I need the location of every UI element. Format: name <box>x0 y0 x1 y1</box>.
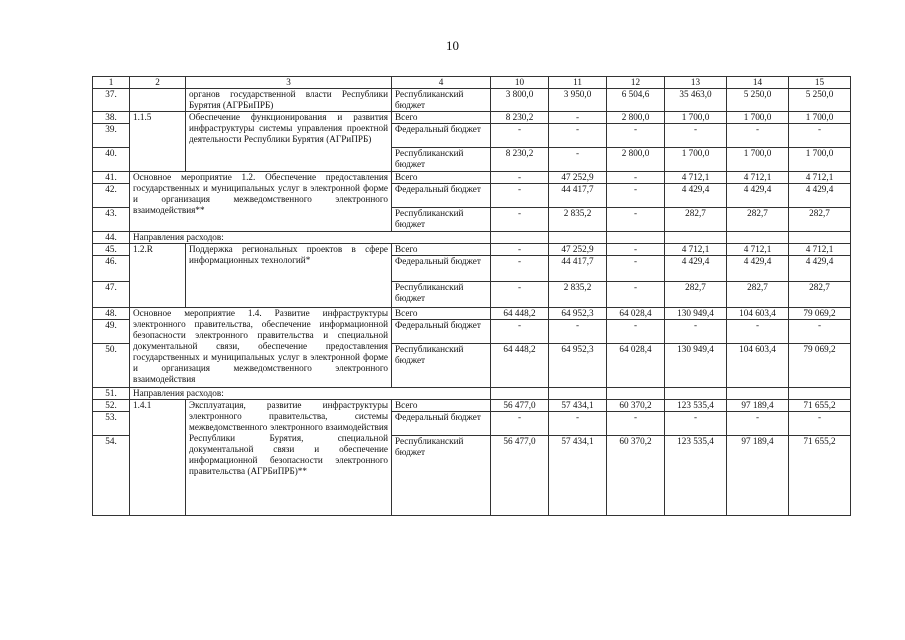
value-cell: 4 429,4 <box>789 184 851 208</box>
value-cell: 56 477,0 <box>491 400 549 412</box>
row-description: органов государственной власти Республики Бурятия (АГРБиПРБ) <box>186 89 392 112</box>
value-cell: 4 429,4 <box>665 256 727 282</box>
page-number: 10 <box>446 38 459 53</box>
value-cell: 1 700,0 <box>727 148 789 172</box>
value-cell: 1 700,0 <box>665 112 727 124</box>
funding-source: Республиканский бюджет <box>392 436 491 516</box>
row-number: 46. <box>93 256 130 282</box>
row-number: 54. <box>93 436 130 516</box>
value-cell: 57 434,1 <box>549 400 607 412</box>
funding-source: Республиканский бюджет <box>392 344 491 388</box>
value-cell: - <box>665 124 727 148</box>
value-cell: - <box>607 124 665 148</box>
value-cell: - <box>549 148 607 172</box>
table-row <box>93 400 851 412</box>
row-number: 49. <box>93 320 130 344</box>
value-cell: - <box>549 412 607 436</box>
value-cell: - <box>607 282 665 308</box>
value-cell <box>549 232 607 244</box>
value-cell: - <box>549 124 607 148</box>
row-number: 38. <box>93 112 130 124</box>
value-cell: 123 535,4 <box>665 400 727 412</box>
column-header: 4 <box>392 77 491 89</box>
value-cell: 4 712,1 <box>789 172 851 184</box>
column-header: 12 <box>607 77 665 89</box>
header-row <box>93 77 851 89</box>
row-number: 51. <box>93 388 130 400</box>
value-cell: - <box>607 172 665 184</box>
funding-source: Федеральный бюджет <box>392 184 491 208</box>
value-cell: - <box>549 112 607 124</box>
value-cell: - <box>491 124 549 148</box>
funding-source: Федеральный бюджет <box>392 256 491 282</box>
value-cell: 282,7 <box>727 282 789 308</box>
value-cell: - <box>491 412 549 436</box>
column-header: 11 <box>549 77 607 89</box>
funding-source: Федеральный бюджет <box>392 124 491 148</box>
row-number: 40. <box>93 148 130 172</box>
value-cell: 104 603,4 <box>727 344 789 388</box>
value-cell: 4 712,1 <box>727 244 789 256</box>
value-cell: - <box>727 124 789 148</box>
value-cell: 282,7 <box>665 208 727 232</box>
value-cell: 64 952,3 <box>549 344 607 388</box>
value-cell: - <box>607 208 665 232</box>
value-cell <box>491 232 549 244</box>
row-number: 48. <box>93 308 130 320</box>
value-cell: 282,7 <box>789 208 851 232</box>
row-description: Обеспечение функционирования и развития инфраструктуры системы управления проектной деятельности Республики Бурятия (АГРиПРБ) <box>186 112 392 172</box>
value-cell: 2 835,2 <box>549 208 607 232</box>
section-label: Направления расходов: <box>130 232 491 244</box>
value-cell: - <box>607 256 665 282</box>
funding-source: Республиканский бюджет <box>392 148 491 172</box>
row-number: 50. <box>93 344 130 388</box>
value-cell: 97 189,4 <box>727 436 789 516</box>
column-header: 2 <box>130 77 186 89</box>
row-number: 41. <box>93 172 130 184</box>
column-header: 13 <box>665 77 727 89</box>
value-cell: 5 250,0 <box>789 89 851 112</box>
value-cell: 60 370,2 <box>607 400 665 412</box>
value-cell <box>491 388 549 400</box>
value-cell: 4 712,1 <box>789 244 851 256</box>
value-cell <box>727 388 789 400</box>
value-cell: 71 655,2 <box>789 436 851 516</box>
value-cell: 97 189,4 <box>727 400 789 412</box>
value-cell <box>549 388 607 400</box>
value-cell: - <box>607 412 665 436</box>
section-label: Направления расходов: <box>130 388 491 400</box>
value-cell: 79 069,2 <box>789 344 851 388</box>
value-cell: - <box>491 244 549 256</box>
value-cell: 3 950,0 <box>549 89 607 112</box>
value-cell <box>789 388 851 400</box>
table-row <box>93 308 851 320</box>
value-cell: 123 535,4 <box>665 436 727 516</box>
value-cell: 4 429,4 <box>665 184 727 208</box>
row-number: 52. <box>93 400 130 412</box>
value-cell: - <box>491 256 549 282</box>
funding-source: Федеральный бюджет <box>392 320 491 344</box>
value-cell: 4 712,1 <box>665 244 727 256</box>
funding-source: Всего <box>392 244 491 256</box>
funding-source: Всего <box>392 308 491 320</box>
value-cell: 282,7 <box>665 282 727 308</box>
row-description: Основное мероприятие 1.2. Обеспечение предоставления государственных и муниципальных услуг в электронной форме и организация межведомственного электронного взаимодействия** <box>130 172 392 232</box>
row-number: 42. <box>93 184 130 208</box>
value-cell: - <box>789 412 851 436</box>
row-description: Эксплуатация, развитие инфраструктуры электронного правительства, системы межведомственного электронного взаимодействия Республики Бурятия, специальной документальной связи и обеспечение информационной безопасности электронного правительства (АГРБиПРБ)** <box>186 400 392 516</box>
row-number: 43. <box>93 208 130 232</box>
value-cell: 44 417,7 <box>549 184 607 208</box>
funding-source: Республиканский бюджет <box>392 89 491 112</box>
row-number: 37. <box>93 89 130 112</box>
row-code: 1.1.5 <box>130 112 186 172</box>
column-header: 10 <box>491 77 549 89</box>
funding-source: Республиканский бюджет <box>392 282 491 308</box>
value-cell: 1 700,0 <box>665 148 727 172</box>
value-cell: 104 603,4 <box>727 308 789 320</box>
value-cell: - <box>789 320 851 344</box>
table-row <box>93 232 851 244</box>
value-cell: 64 448,2 <box>491 308 549 320</box>
value-cell: 1 700,0 <box>727 112 789 124</box>
row-code: 1.4.1 <box>130 400 186 516</box>
row-number: 53. <box>93 412 130 436</box>
value-cell: 64 028,4 <box>607 344 665 388</box>
value-cell <box>727 232 789 244</box>
value-cell: 79 069,2 <box>789 308 851 320</box>
value-cell: 282,7 <box>727 208 789 232</box>
table-row <box>93 244 851 256</box>
value-cell: 130 949,4 <box>665 308 727 320</box>
value-cell: - <box>491 172 549 184</box>
value-cell: 3 800,0 <box>491 89 549 112</box>
row-description: Основное мероприятие 1.4. Развитие инфраструктуры электронного правительства, обеспечение информационной безопасности электронного правительства и специальной документальной связи, обеспечение предоставления государственных и муниципальных услуг в электронной форме и организация межведомственного электронного взаимодействия <box>130 308 392 388</box>
value-cell: 60 370,2 <box>607 436 665 516</box>
budget-table <box>92 76 851 516</box>
value-cell: - <box>789 124 851 148</box>
value-cell: 6 504,6 <box>607 89 665 112</box>
value-cell: - <box>491 282 549 308</box>
value-cell: 64 448,2 <box>491 344 549 388</box>
value-cell: 130 949,4 <box>665 344 727 388</box>
value-cell: - <box>607 320 665 344</box>
value-cell: 5 250,0 <box>727 89 789 112</box>
row-number: 47. <box>93 282 130 308</box>
value-cell: - <box>665 412 727 436</box>
row-description: Поддержка региональных проектов в сфере информационных технологий* <box>186 244 392 308</box>
funding-source: Федеральный бюджет <box>392 412 491 436</box>
row-number: 45. <box>93 244 130 256</box>
value-cell: 35 463,0 <box>665 89 727 112</box>
value-cell: 64 952,3 <box>549 308 607 320</box>
value-cell: - <box>491 184 549 208</box>
value-cell: 2 800,0 <box>607 112 665 124</box>
value-cell: - <box>607 184 665 208</box>
row-number: 39. <box>93 124 130 148</box>
value-cell: - <box>727 412 789 436</box>
funding-source: Всего <box>392 172 491 184</box>
value-cell: - <box>549 320 607 344</box>
column-header: 15 <box>789 77 851 89</box>
value-cell: - <box>607 244 665 256</box>
value-cell: 1 700,0 <box>789 148 851 172</box>
column-header: 1 <box>93 77 130 89</box>
column-header: 14 <box>727 77 789 89</box>
value-cell: 44 417,7 <box>549 256 607 282</box>
table-row <box>93 388 851 400</box>
value-cell: 56 477,0 <box>491 436 549 516</box>
value-cell: 64 028,4 <box>607 308 665 320</box>
value-cell: 57 434,1 <box>549 436 607 516</box>
value-cell: 4 712,1 <box>727 172 789 184</box>
value-cell: 8 230,2 <box>491 112 549 124</box>
value-cell <box>607 232 665 244</box>
table-row <box>93 172 851 184</box>
value-cell: 71 655,2 <box>789 400 851 412</box>
table-row <box>93 112 851 124</box>
funding-source: Всего <box>392 400 491 412</box>
value-cell: - <box>491 208 549 232</box>
row-code: 1.2.R <box>130 244 186 308</box>
row-number: 44. <box>93 232 130 244</box>
value-cell: 282,7 <box>789 282 851 308</box>
value-cell: 4 429,4 <box>727 256 789 282</box>
value-cell: 2 835,2 <box>549 282 607 308</box>
value-cell: 8 230,2 <box>491 148 549 172</box>
value-cell <box>607 388 665 400</box>
value-cell <box>665 232 727 244</box>
row-code <box>130 89 186 112</box>
value-cell <box>665 388 727 400</box>
funding-source: Всего <box>392 112 491 124</box>
value-cell: - <box>665 320 727 344</box>
value-cell: 47 252,9 <box>549 172 607 184</box>
column-header: 3 <box>186 77 392 89</box>
value-cell: - <box>727 320 789 344</box>
funding-source: Республиканский бюджет <box>392 208 491 232</box>
value-cell: 4 429,4 <box>727 184 789 208</box>
value-cell: - <box>491 320 549 344</box>
value-cell: 47 252,9 <box>549 244 607 256</box>
value-cell <box>789 232 851 244</box>
value-cell: 4 429,4 <box>789 256 851 282</box>
value-cell: 4 712,1 <box>665 172 727 184</box>
table-row <box>93 89 851 112</box>
value-cell: 2 800,0 <box>607 148 665 172</box>
value-cell: 1 700,0 <box>789 112 851 124</box>
